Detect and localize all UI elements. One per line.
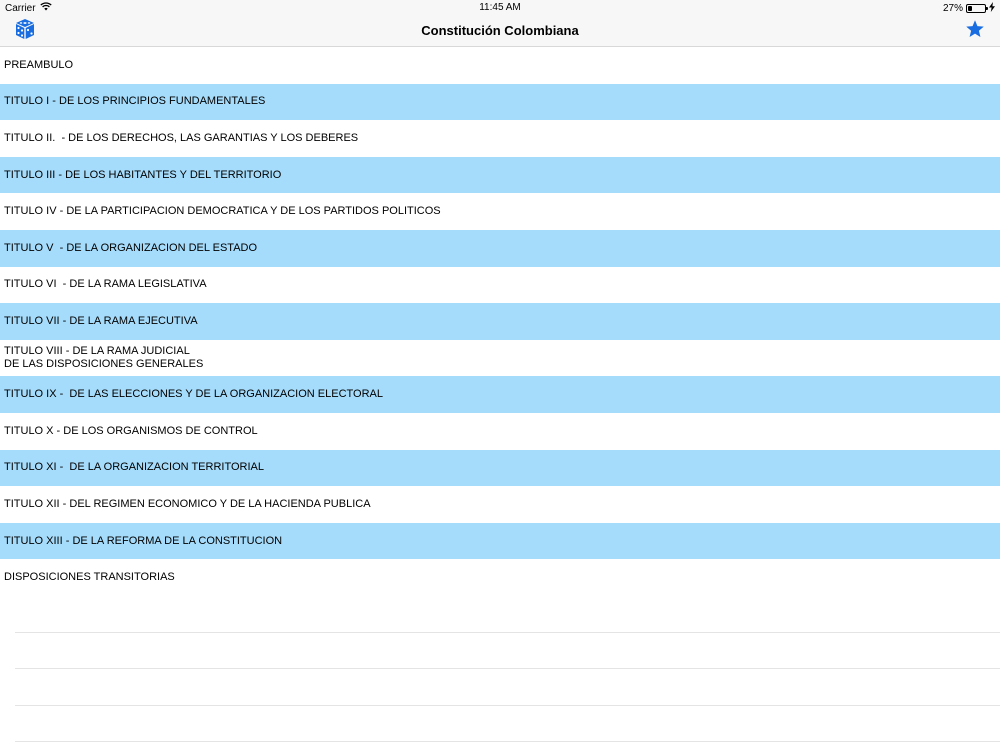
list-item-label: TITULO VI - DE LA RAMA LEGISLATIVA (4, 278, 207, 291)
empty-row (15, 706, 1000, 743)
empty-row (15, 742, 1000, 750)
status-time: 11:45 AM (479, 2, 521, 13)
page-title: Constitución Colombiana (421, 23, 579, 38)
list-item-label: TITULO I - DE LOS PRINCIPIOS FUNDAMENTALES (4, 95, 266, 108)
list-item-label: TITULO II. - DE LOS DERECHOS, LAS GARANTIAS Y LOS DEBERES (4, 131, 359, 144)
list-item[interactable] (0, 413, 1000, 450)
list-item-label: TITULO V - DE LA ORGANIZACION DEL ESTADO (4, 241, 258, 254)
battery-percent: 27% (942, 3, 963, 14)
battery-icon (966, 4, 986, 13)
list-item[interactable] (0, 157, 1000, 194)
list-item-label: TITULO XIII - DE LA REFORMA DE LA CONSTITUCION (4, 534, 283, 547)
list-item[interactable] (0, 523, 1000, 560)
list-item-label: TITULO X - DE LOS ORGANISMOS DE CONTROL (4, 424, 258, 437)
list-item[interactable] (0, 376, 1000, 413)
list-item[interactable] (0, 450, 1000, 487)
favorites-button[interactable] (962, 19, 988, 43)
list-item[interactable] (0, 303, 1000, 340)
list-item-label: TITULO VIII - DE LA RAMA JUDICIAL (4, 345, 190, 358)
list-item-label: TITULO XI - DE LA ORGANIZACION TERRITORIAL (4, 461, 264, 474)
charging-icon (989, 2, 995, 15)
navigation-bar (0, 16, 1000, 47)
list-item-label: TITULO III - DE LOS HABITANTES Y DEL TERRITORIO (4, 168, 282, 181)
list-item[interactable] (0, 120, 1000, 157)
list-item[interactable] (0, 230, 1000, 267)
title-list (0, 47, 1000, 750)
list-item-label: TITULO IX - DE LAS ELECCIONES Y DE LA ORGANIZACION ELECTORAL (4, 388, 383, 401)
empty-row (15, 596, 1000, 633)
list-item-label: TITULO IV - DE LA PARTICIPACION DEMOCRATICA Y DE LOS PARTIDOS POLITICOS (4, 205, 441, 218)
list-item-label: DE LAS DISPOSICIONES GENERALES (4, 358, 204, 371)
list-item-label: TITULO XII - DEL REGIMEN ECONOMICO Y DE LA HACIENDA PUBLICA (4, 497, 371, 510)
carrier-label: Carrier (5, 2, 36, 14)
status-right (943, 2, 995, 15)
list-item[interactable] (0, 486, 1000, 523)
list-item-label: PREAMBULO (4, 58, 74, 71)
list-item-label: DISPOSICIONES TRANSITORIAS (4, 571, 175, 584)
empty-row (15, 669, 1000, 706)
list-item[interactable] (0, 193, 1000, 230)
list-item-label: TITULO VII - DE LA RAMA EJECUTIVA (4, 314, 198, 327)
star-icon (965, 19, 985, 44)
list-item[interactable] (0, 47, 1000, 84)
list-item[interactable] (0, 559, 1000, 596)
status-bar (0, 0, 1000, 16)
list-item[interactable] (0, 84, 1000, 121)
list-item[interactable] (0, 340, 1000, 377)
empty-row (15, 633, 1000, 670)
list-item[interactable] (0, 267, 1000, 304)
battery-fill (968, 6, 972, 11)
